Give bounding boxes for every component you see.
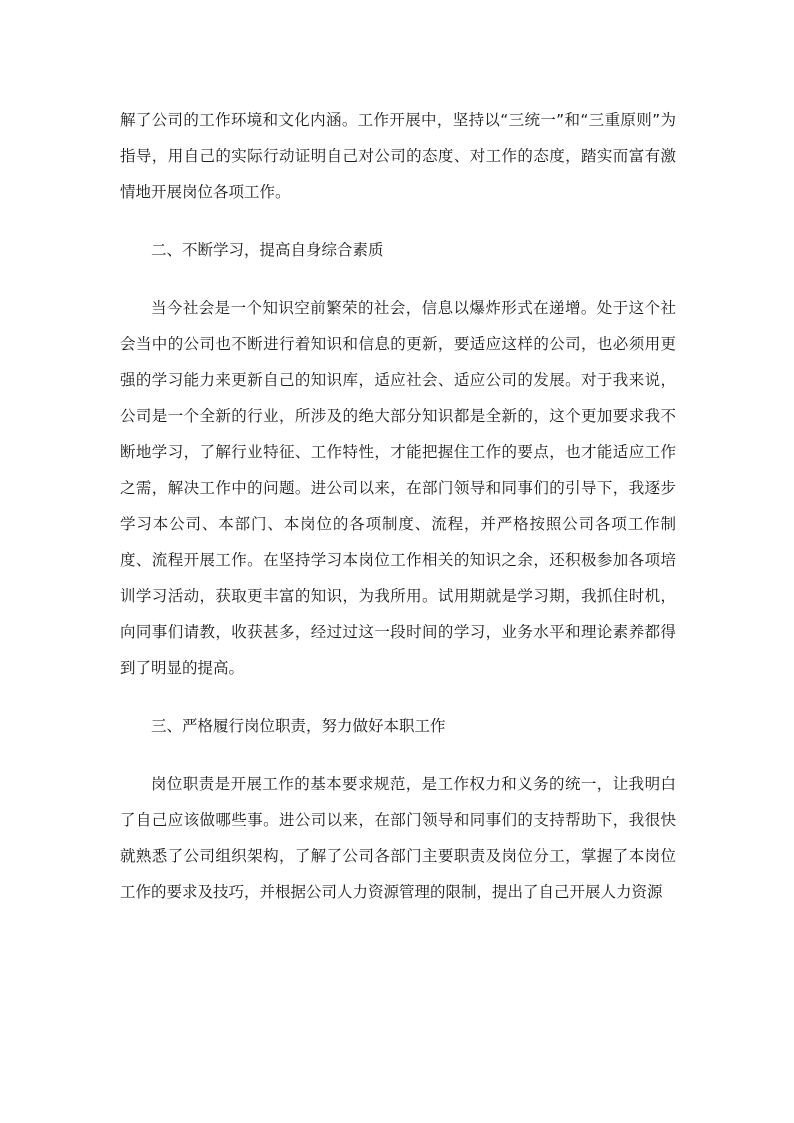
body-paragraph: 岗位职责是开展工作的基本要求规范，是工作权力和义务的统一，让我明白了自己应该做哪些事。进公司以来，在部门领导和同事们的支持帮助下，我很快就熟悉了公司组织架构，了解了公司各部门主要职责及岗位分工，掌握了本岗位工作的要求及技巧，并根据公司人力资源管理的限制，提出了自己开展人力资源 bbox=[120, 775, 676, 901]
section-heading: 二、不断学习，提高自身综合素质 bbox=[151, 241, 384, 259]
body-paragraph: 解了公司的工作环境和文化内涵。工作开展中，坚持以“三统一”和“三重原则”为指导，用自己的实际行动证明自己对公司的态度、对工作的态度，踏实而富有激情地开展岗位各项工作。 bbox=[120, 111, 676, 201]
paragraph-gap bbox=[120, 210, 676, 232]
body-paragraph: 当今社会是一个知识空前繁荣的社会，信息以爆炸形式在递增。处于这个社会当中的公司也不断进行着知识和信息的更新，要适应这样的公司，也必须用更强的学习能力来更新自己的知识库，适应社会、适应公司的发展。对于我来说，公司是一个全新的行业，所涉及的绝大部分知识都是全新的，这个更加要求我不断地学习，了解行业特征、工作特性，才能把握住工作的要点，也才能适应工作之需，解决工作中的问题。进公司以来，在部门领导和同事们的引导下，我逐步学习本公司、本部门、本岗位的各项制度、流程，并严格按照公司各项工作制度、流程开展工作。在坚持学习本岗位工作相关的知识之余，还积极参加各项培训学习活动，获取更丰富的知识，为我所用。试用期就是学习期，我抓住时机，向同事们请教，收获甚多，经过过这一段时间的学习，业务水平和理论素养都得到了明显的提高。 bbox=[120, 299, 676, 677]
document-page bbox=[120, 102, 676, 910]
paragraph-gap bbox=[120, 686, 676, 708]
paragraph-gap bbox=[120, 268, 676, 290]
section-heading: 三、严格履行岗位职责，努力做好本职工作 bbox=[151, 717, 446, 735]
paragraph-gap bbox=[120, 744, 676, 766]
